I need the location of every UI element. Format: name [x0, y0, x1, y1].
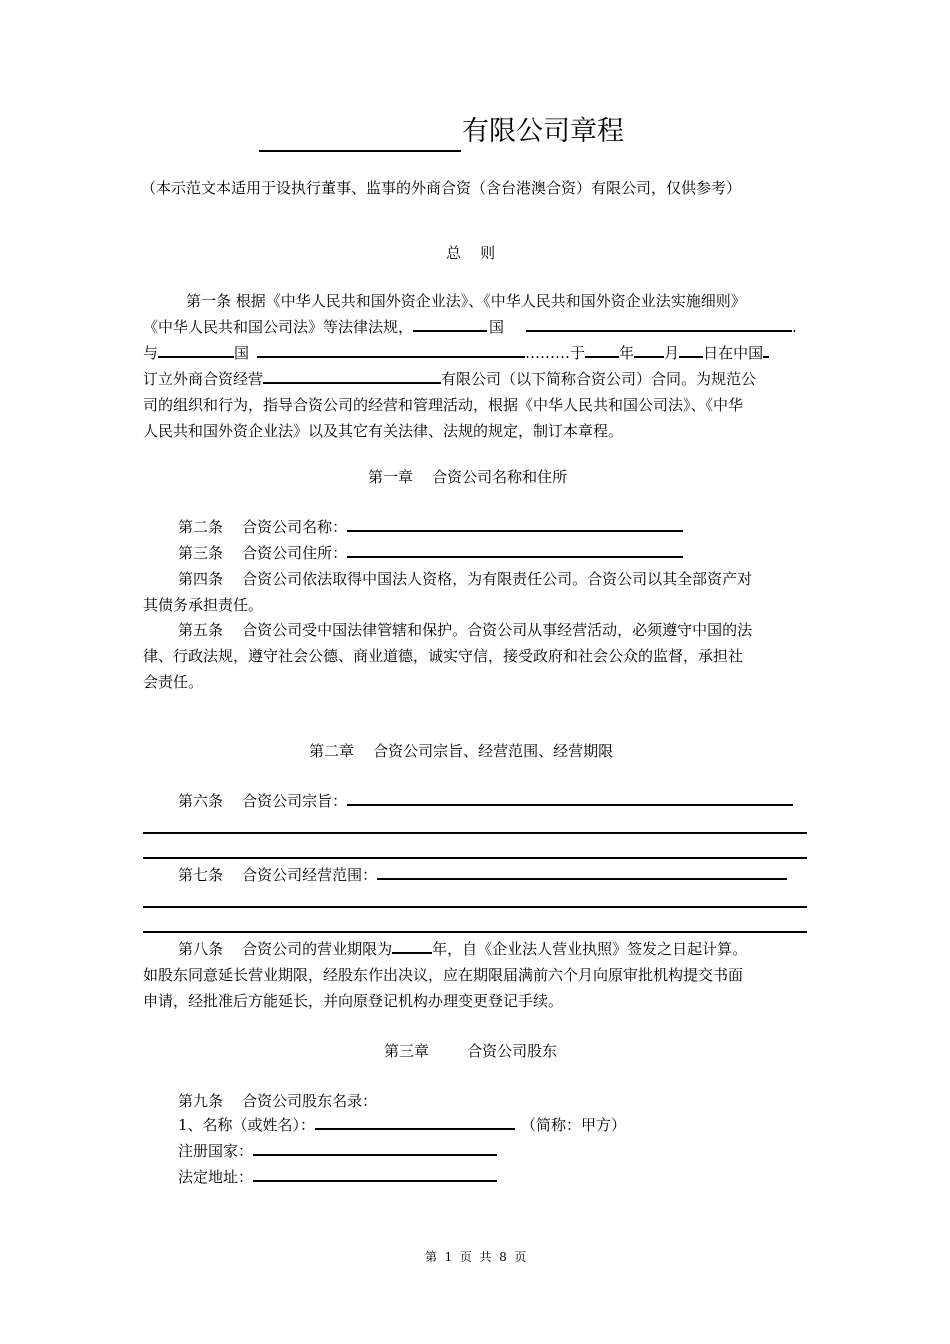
art7: 第七条 合资公司经营范围：	[178, 862, 787, 888]
art4-line2: 其债务承担责任。	[143, 596, 264, 614]
art1-line6: 人民共和国外资企业法》以及其它有关法律、法规的规定，制订本章程。	[143, 422, 624, 440]
shareholder1-country: 注册国家：	[178, 1138, 497, 1164]
art8-line3: 申请，经批准后方能延长，并向原登记机构办理变更登记手续。	[143, 992, 564, 1010]
section-heading-general: 总 则	[446, 244, 496, 262]
art7-blank-line-1	[143, 906, 807, 908]
art1-line3: 与 国 ………于 年 月 日在中国	[143, 340, 769, 366]
art1-line2: 《中华人民共和国公司法》等法律法规， 国 .	[143, 314, 797, 340]
art6-blank-line-1	[143, 832, 807, 834]
art6-blank-line-2	[143, 857, 807, 859]
art7-blank-line-2	[143, 931, 807, 933]
title-blank	[259, 150, 461, 152]
art8-line1: 第八条 合资公司的营业期限为 年，自《企业法人营业执照》签发之日起计算。	[178, 936, 747, 962]
art5-line3: 会责任。	[143, 673, 204, 691]
chapter2-heading: 第二章 合资公司宗旨、经营范围、经营期限	[309, 742, 614, 760]
art8-line2: 如股东同意延长营业期限，经股东作出决议，应在期限届满前六个月向原审批机构提交书面	[143, 966, 744, 984]
chapter1-heading: 第一章 合资公司名称和住所	[368, 468, 568, 486]
art1-line1: 第一条 根据《中华人民共和国外资企业法》、《中华人民共和国外资企业法实施细则》	[186, 292, 746, 310]
art9: 第九条 合资公司股东名录：	[178, 1092, 378, 1110]
art6: 第六条 合资公司宗旨：	[178, 788, 793, 814]
art3: 第三条 合资公司住所：	[178, 540, 683, 566]
art4-line1: 第四条 合资公司依法取得中国法人资格，为有限责任公司。合资公司以其全部资产对	[178, 570, 753, 588]
chapter3-heading: 第三章 合资公司股东	[384, 1042, 558, 1060]
art5-line1: 第五条 合资公司受中国法律管辖和保护。合资公司从事经营活动，必须遵守中国的法	[178, 621, 753, 639]
shareholder1-name: 1、名称（或姓名）： （简称：甲方）	[178, 1112, 626, 1138]
page-number: 第 1 页 共 8 页	[425, 1250, 527, 1264]
page-title: 有限公司章程	[462, 116, 624, 147]
shareholder1-address: 法定地址：	[178, 1164, 497, 1190]
page-subtitle: （本示范文本适用于设执行董事、监事的外商合资（含台港澳合资）有限公司，仅供参考）	[141, 179, 742, 197]
art1-line5: 司的组织和行为，指导合资公司的经营和管理活动，根据《中华人民共和国公司法》、《中华	[143, 396, 744, 414]
art1-line4: 订立外商合资经营 有限公司（以下简称合资公司）合同。为规范公	[143, 366, 756, 392]
art2: 第二条 合资公司名称：	[178, 514, 683, 540]
art5-line2: 律、行政法规，遵守社会公德、商业道德，诚实守信，接受政府和社会公众的监督，承担社	[143, 647, 744, 665]
